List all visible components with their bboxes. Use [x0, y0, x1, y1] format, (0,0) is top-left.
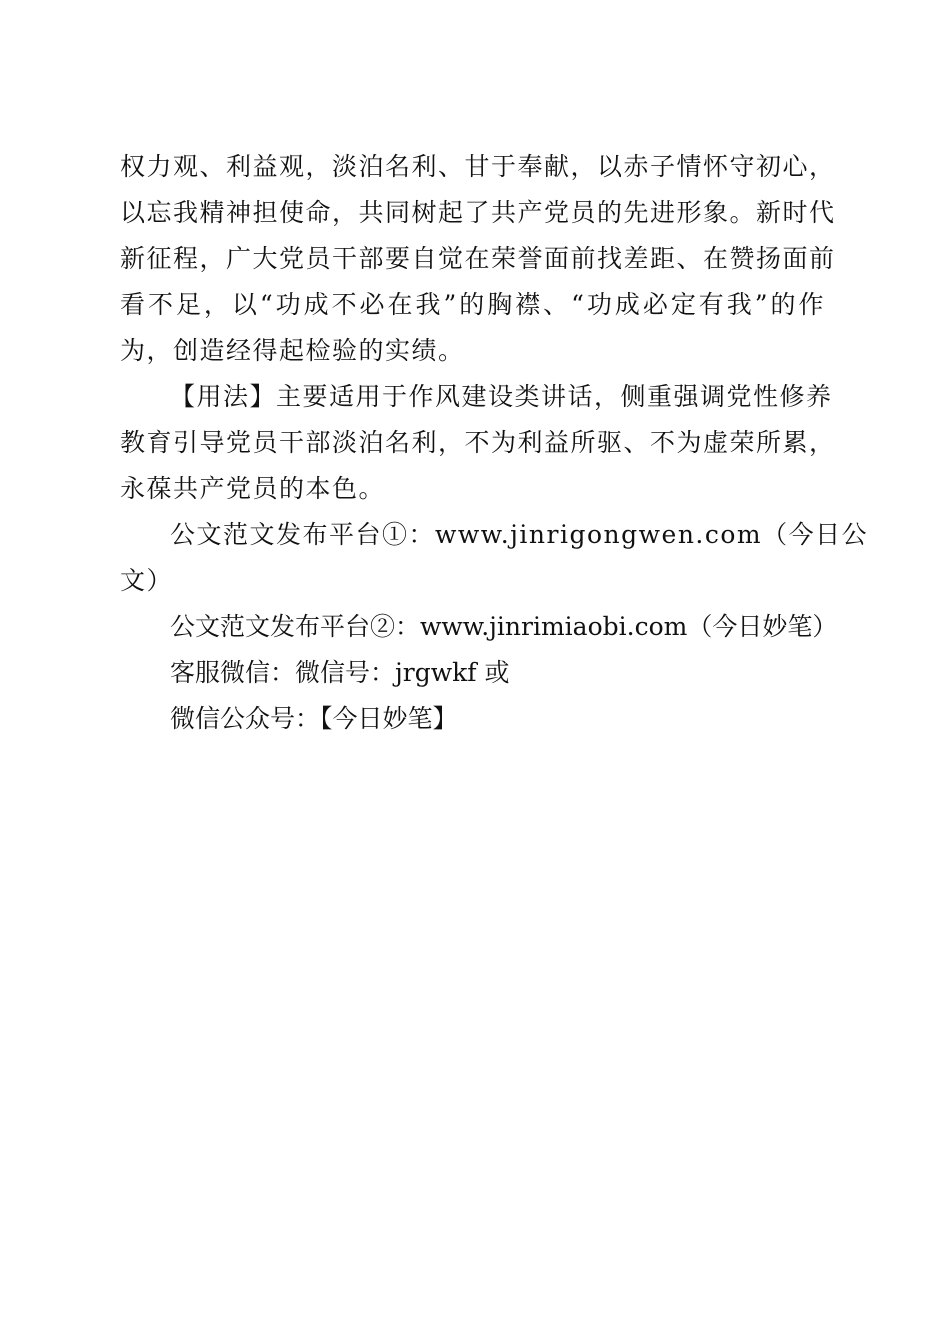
text-line: 以忘我精神担使命，共同树起了共产党员的先进形象。新时代 — [120, 198, 836, 227]
paragraph-usage — [120, 374, 836, 512]
platform-1-line-continued: 文） — [120, 566, 174, 595]
platform-2-line: 公文范文发布平台②：www.jinrimiaobi.com（今日妙笔） — [170, 612, 838, 641]
platform-1-line: 公文范文发布平台①：www.jinrigongwen.com（今日公 — [170, 520, 869, 549]
footer-info — [120, 512, 869, 742]
paragraph-1 — [120, 144, 836, 374]
text-line: 权力观、利益观，淡泊名利、甘于奉献，以赤子情怀守初心， — [120, 152, 836, 181]
text-line: 新征程，广大党员干部要自觉在荣誉面前找差距、在赞扬面前 — [120, 244, 836, 273]
text-line: 【用法】主要适用于作风建设类讲话，侧重强调党性修养 — [170, 382, 833, 411]
text-line: 看不足，以“功成不必在我”的胸襟、“功成必定有我”的作 — [120, 290, 825, 319]
text-line: 永葆共产党员的本色。 — [120, 474, 386, 503]
text-line: 教育引导党员干部淡泊名利，不为利益所驱、不为虚荣所累， — [120, 428, 836, 457]
text-line: 为，创造经得起检验的实绩。 — [120, 336, 465, 365]
official-account-line: 微信公众号：【今日妙笔】 — [170, 704, 458, 733]
document-page — [120, 144, 869, 742]
wechat-line: 客服微信：微信号：jrgwkf 或 — [170, 658, 510, 687]
